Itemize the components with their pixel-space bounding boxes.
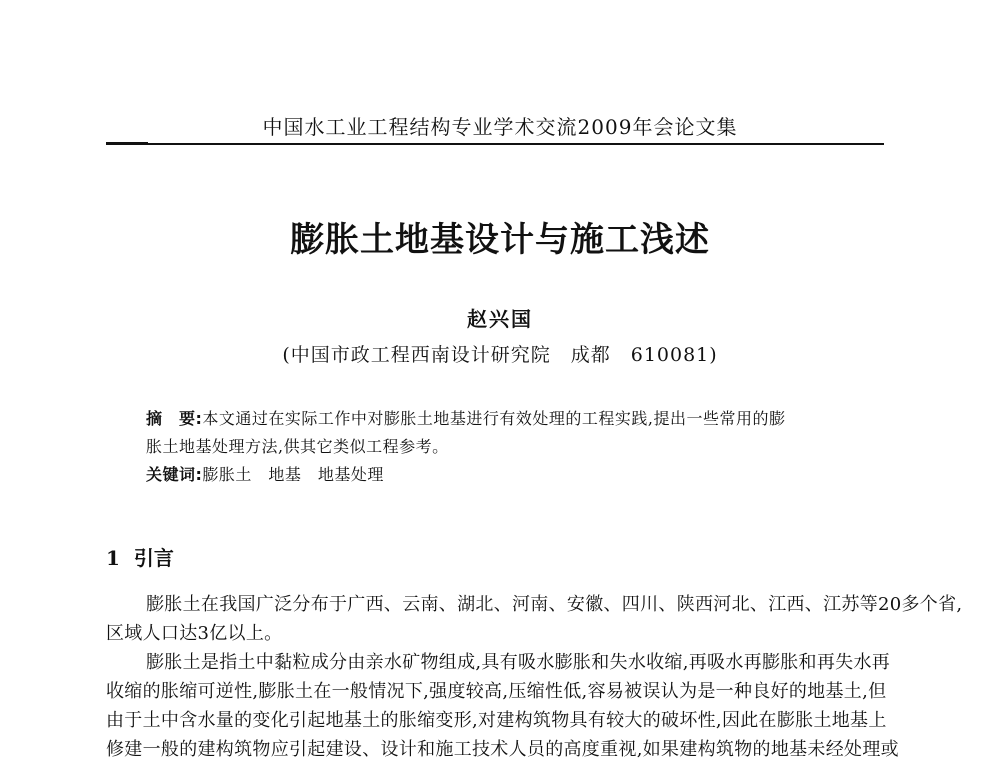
- body-line: 区域人口达3亿以上。: [106, 623, 283, 644]
- body-line: 膨胀土在我国广泛分布于广西、云南、湖北、河南、安徽、四川、陕西河北、江西、江苏等20多个省,: [146, 594, 963, 615]
- abstract-label: 摘 要:: [146, 409, 203, 428]
- author-affiliation: (中国市政工程西南设计研究院 成都 610081): [282, 344, 718, 366]
- running-header: 中国水工业工程结构专业学术交流2009年会论文集: [262, 115, 738, 139]
- body-line: 修建一般的建构筑物应引起建设、设计和施工技术人员的高度重视,如果建构筑物的地基未经处理或: [106, 739, 899, 760]
- author-name: 赵兴国: [467, 307, 533, 331]
- header-rule-mark: [106, 142, 148, 145]
- abstract-line-2: 胀土地基处理方法,供其它类似工程参考。: [146, 437, 449, 456]
- abstract-line-1: [146, 406, 786, 429]
- section-title: 引言: [133, 546, 174, 570]
- keywords-label: 关键词:: [146, 465, 203, 484]
- header-rule: [106, 143, 884, 145]
- section-heading: [106, 542, 174, 571]
- keywords-text: 膨胀土 地基 地基处理: [202, 465, 384, 484]
- paper-title: 膨胀土地基设计与施工浅述: [290, 220, 710, 260]
- body-line: 膨胀土是指土中黏粒成分由亲水矿物组成,具有吸水膨胀和失水收缩,再吸水再膨胀和再失水再: [146, 652, 891, 673]
- section-number: 1: [106, 546, 120, 570]
- keywords-line: [146, 462, 384, 485]
- body-line: 由于土中含水量的变化引起地基土的胀缩变形,对建构筑物具有较大的破坏性,因此在膨胀土地基上: [106, 710, 887, 731]
- abstract-text-1: 本文通过在实际工作中对膨胀土地基进行有效处理的工程实践,提出一些常用的膨: [202, 409, 786, 428]
- body-line: 收缩的胀缩可逆性,膨胀土在一般情况下,强度较高,压缩性低,容易被误认为是一种良好的地基土,但: [106, 681, 887, 702]
